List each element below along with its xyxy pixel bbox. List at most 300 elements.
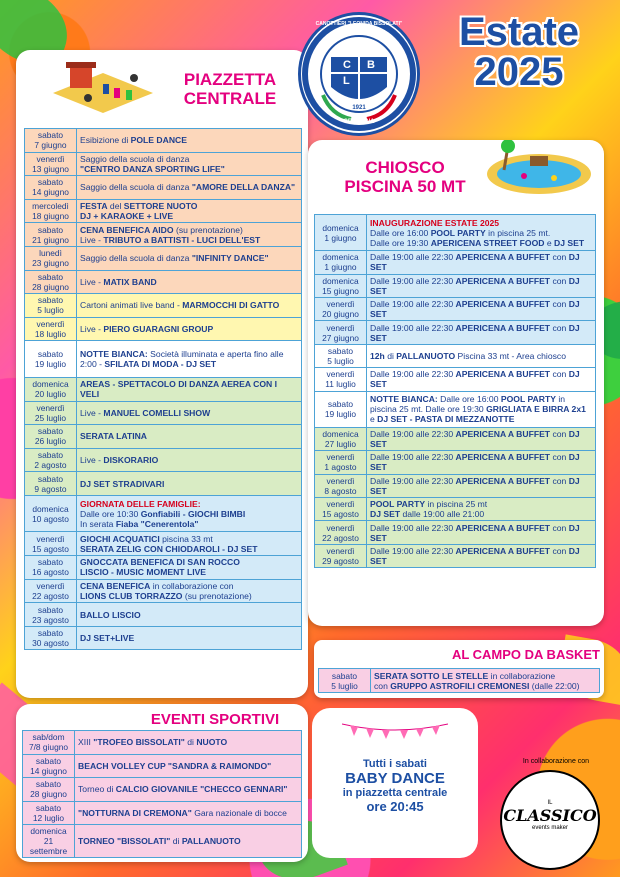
event-text: in piscina 25 mt. xyxy=(485,227,551,238)
event-day: 21 settembre xyxy=(29,836,68,856)
event-description xyxy=(77,603,302,627)
event-description xyxy=(77,294,302,318)
event-highlight: BEACH VOLLEY CUP "SANDRA & RAIMONDO" xyxy=(78,760,272,771)
event-highlight: APERICENA A BUFFET xyxy=(455,369,551,380)
event-description xyxy=(77,223,302,247)
event-text: (su prenotazione) xyxy=(182,590,252,601)
event-row xyxy=(25,270,302,294)
event-highlight: APERICENA A BUFFET xyxy=(455,299,551,310)
event-row xyxy=(25,626,302,650)
event-day: 28 giugno xyxy=(32,281,69,292)
event-weekday: venerdì xyxy=(326,546,355,557)
event-description xyxy=(75,754,302,778)
event-weekday: sabato xyxy=(37,473,64,484)
event-weekday: sabato xyxy=(37,295,64,306)
event-text: Società illuminata e aperta fino alle 2:00 - xyxy=(80,349,284,370)
event-row xyxy=(315,298,596,321)
event-highlight: DJ SET xyxy=(370,509,401,520)
event-description xyxy=(75,801,302,825)
logo-year: 1921 xyxy=(352,105,366,111)
event-description xyxy=(367,427,596,450)
event-text: Live - xyxy=(80,234,104,245)
baby-dance-line4: ore 20:45 xyxy=(366,799,424,814)
event-day: 23 agosto xyxy=(32,614,69,625)
sportivi-title: EVENTI SPORTIVI xyxy=(150,711,280,728)
event-date xyxy=(319,669,371,693)
event-day: 10 agosto xyxy=(32,513,69,524)
event-day: 2 agosto xyxy=(34,460,67,470)
event-highlight: POOL PARTY xyxy=(500,394,556,405)
event-highlight: APERICENA STREET FOOD xyxy=(430,237,545,248)
event-highlight: APERICENA A BUFFET xyxy=(455,429,551,440)
event-day: 30 agosto xyxy=(32,638,69,649)
event-day: 20 giugno xyxy=(322,309,359,320)
event-weekday: sabato xyxy=(37,224,64,235)
event-day: 5 luglio xyxy=(37,305,64,316)
event-description xyxy=(77,425,302,449)
event-description xyxy=(77,579,302,603)
event-day: 7 giugno xyxy=(34,140,67,151)
event-row xyxy=(315,451,596,474)
partner-caption: In collaborazione con xyxy=(522,758,590,765)
event-text: Dalle 19:00 alle 22:30 xyxy=(370,546,456,557)
piazzetta-illustration xyxy=(48,48,158,120)
event-row xyxy=(23,778,302,802)
event-highlight: MANUEL COMELLI SHOW xyxy=(103,407,211,418)
event-description xyxy=(77,532,302,556)
event-highlight: LIONS CLUB TORRAZZO xyxy=(80,590,183,601)
event-weekday: sabato xyxy=(331,670,358,681)
event-day: 7/8 giugno xyxy=(28,742,69,753)
event-description xyxy=(77,129,302,153)
event-date xyxy=(23,801,75,825)
event-text: (dalle 22:00) xyxy=(529,680,580,691)
event-weekday: domenica xyxy=(322,275,359,286)
event-date xyxy=(25,152,77,176)
event-text: Live - xyxy=(80,407,104,418)
event-day: 13 giugno xyxy=(32,163,69,174)
event-row xyxy=(23,754,302,778)
event-date xyxy=(25,294,77,318)
event-row xyxy=(25,129,302,153)
event-date xyxy=(25,532,77,556)
event-weekday: sabato xyxy=(37,426,64,437)
event-day: 27 giugno xyxy=(322,332,359,343)
event-highlight: GNOCCATA BENEFICA DI SAN ROCCO xyxy=(80,557,240,568)
event-weekday: sabato xyxy=(37,271,64,282)
event-row xyxy=(315,368,596,391)
event-text: Dalle 19:00 alle 22:30 xyxy=(370,252,456,263)
event-text: con xyxy=(550,369,569,380)
event-text: (su prenotazione) xyxy=(173,224,243,235)
event-highlight: GRUPPO ASTROFILI CREMONESI xyxy=(390,680,530,691)
event-text: Torneo di xyxy=(78,784,116,795)
event-day: 1 agosto xyxy=(324,462,357,473)
piazzetta-title: PIAZZETTA CENTRALE xyxy=(183,70,277,108)
event-highlight: MARMOCCHI DI GATTO xyxy=(182,300,280,311)
partner-logo-name: CLASSICO xyxy=(503,806,597,825)
event-highlight: GRIGLIATA E BIRRA 2x1 xyxy=(486,404,586,415)
event-date xyxy=(25,603,77,627)
event-highlight: NOTTE BIANCA: xyxy=(370,394,438,405)
event-highlight: CENA BENEFICA xyxy=(80,580,151,591)
event-highlight: FESTA xyxy=(80,201,108,212)
event-text: piscina 33 mt xyxy=(159,533,213,544)
event-description xyxy=(77,472,302,496)
event-row xyxy=(315,427,596,450)
event-day: 22 agosto xyxy=(32,590,69,601)
event-date xyxy=(315,215,367,251)
event-date xyxy=(25,176,77,200)
event-day: 8 agosto xyxy=(324,485,357,496)
event-highlight: DJ SET xyxy=(370,475,580,496)
event-text: Live - xyxy=(80,455,104,465)
event-row xyxy=(25,294,302,318)
event-text: Dalle ore 16:00 xyxy=(370,227,431,238)
event-date xyxy=(315,544,367,567)
event-day: 5 luglio xyxy=(327,356,354,367)
event-row xyxy=(315,344,596,367)
event-row xyxy=(25,152,302,176)
event-text: del xyxy=(107,201,124,212)
event-row xyxy=(315,274,596,297)
event-highlight: "NOTTURNA DI CREMONA" xyxy=(78,807,192,818)
event-row xyxy=(315,474,596,497)
event-text: con xyxy=(550,275,569,286)
event-text: Dalle 19:00 alle 22:30 xyxy=(370,452,456,463)
event-day: 22 agosto xyxy=(322,532,359,543)
event-text: Dalle 19:00 alle 22:30 xyxy=(370,299,456,310)
event-date xyxy=(315,251,367,274)
event-day: 21 giugno xyxy=(32,234,69,245)
event-text: Dalle ore 10:30 xyxy=(80,508,141,519)
chiosco-table xyxy=(314,214,596,568)
event-description xyxy=(367,451,596,474)
event-weekday: domenica xyxy=(32,503,69,514)
event-row xyxy=(25,246,302,270)
event-date xyxy=(315,498,367,521)
event-text: con xyxy=(550,252,569,263)
event-weekday: sabato xyxy=(35,779,62,790)
event-date xyxy=(25,425,77,449)
event-date xyxy=(315,427,367,450)
event-description xyxy=(367,521,596,544)
event-description xyxy=(367,368,596,391)
event-highlight: GIOCHI ACQUATICI xyxy=(80,533,160,544)
event-description xyxy=(367,251,596,274)
baby-dance-card xyxy=(312,708,478,858)
event-date xyxy=(25,626,77,650)
event-row xyxy=(25,199,302,223)
event-highlight: DJ SET xyxy=(370,252,580,273)
logo-city: CREMONA xyxy=(343,119,375,125)
event-date xyxy=(25,223,77,247)
event-row xyxy=(25,223,302,247)
event-day: 27 luglio xyxy=(324,439,357,450)
event-date xyxy=(25,129,77,153)
event-date xyxy=(315,521,367,544)
event-text: Gara nazionale di bocce xyxy=(191,807,287,818)
event-highlight: PIERO GUARAGNI GROUP xyxy=(103,324,214,335)
event-highlight: APERICENA A BUFFET xyxy=(455,452,551,463)
event-text: dalle 19:00 alle 21:00 xyxy=(400,509,485,520)
event-highlight: APERICENA A BUFFET xyxy=(455,322,551,333)
event-weekday: sabato xyxy=(37,130,64,141)
event-weekday: domenica xyxy=(30,826,67,836)
logo-letter: L xyxy=(343,75,350,87)
event-day: 14 giugno xyxy=(30,765,67,776)
event-date xyxy=(23,754,75,778)
event-row xyxy=(25,472,302,496)
event-weekday: venerdì xyxy=(326,499,355,510)
event-day: 19 luglio xyxy=(34,359,67,370)
event-text: Saggio della scuola di danza xyxy=(80,153,190,164)
logo-letter: C xyxy=(343,59,351,71)
basket-title: AL CAMPO DA BASKET xyxy=(451,647,600,662)
event-date xyxy=(315,274,367,297)
event-row xyxy=(319,669,600,693)
event-day: 12 luglio xyxy=(32,812,65,823)
event-text: Dalle ore 16:00 xyxy=(437,394,501,405)
event-description xyxy=(367,274,596,297)
event-weekday: sabato xyxy=(37,349,64,360)
event-highlight: DJ SET xyxy=(370,429,580,450)
partner-logo-small: IL xyxy=(547,800,553,806)
event-date xyxy=(315,368,367,391)
event-date xyxy=(25,579,77,603)
event-date xyxy=(315,474,367,497)
event-description xyxy=(75,778,302,802)
event-weekday: venerdì xyxy=(36,402,65,413)
sportivi-table xyxy=(22,730,302,858)
event-row xyxy=(25,448,302,472)
event-text: Dalle 19:00 alle 22:30 xyxy=(370,322,456,333)
event-highlight: CENA BENEFICA AIDO xyxy=(80,224,174,235)
event-date xyxy=(315,344,367,367)
event-date xyxy=(25,495,77,532)
event-day: 9 agosto xyxy=(34,483,67,494)
event-text: Saggio della scuola di danza xyxy=(80,253,192,264)
event-description xyxy=(367,474,596,497)
event-highlight: "TROFEO BISSOLATI" xyxy=(93,737,185,748)
event-description xyxy=(371,669,600,693)
event-description xyxy=(367,321,596,344)
event-description xyxy=(367,391,596,427)
event-row xyxy=(25,495,302,532)
basket-table xyxy=(318,668,600,693)
event-row xyxy=(315,544,596,567)
event-description xyxy=(367,544,596,567)
event-text: con xyxy=(550,452,569,463)
event-highlight: Gonfiabili - GIOCHI BIMBI xyxy=(140,508,246,519)
event-text: Dalle 19:00 alle 22:30 xyxy=(370,475,456,486)
event-highlight: SETTORE NUOTO xyxy=(123,201,198,212)
event-description xyxy=(77,377,302,401)
event-text: Live - xyxy=(80,276,104,287)
event-text: Dalle 19:00 alle 22:30 xyxy=(370,369,456,380)
event-date xyxy=(25,556,77,580)
event-weekday: sabato xyxy=(35,755,62,766)
event-row xyxy=(25,556,302,580)
event-day: 20 luglio xyxy=(34,389,67,400)
event-row xyxy=(23,825,302,858)
event-text: di xyxy=(184,737,197,748)
event-text: Dalle 19:00 alle 22:30 xyxy=(370,522,456,533)
event-highlight: POLE DANCE xyxy=(130,135,187,146)
event-highlight: NOTTE BIANCA: xyxy=(80,349,148,360)
event-day: 18 giugno xyxy=(32,211,69,222)
event-highlight: DJ SET xyxy=(370,322,580,343)
event-highlight: APERICENA A BUFFET xyxy=(455,546,551,557)
event-text: in piscina 25 mt xyxy=(425,499,488,510)
event-highlight: DJ + KARAOKE + LIVE xyxy=(80,211,174,222)
event-highlight: APERICENA A BUFFET xyxy=(455,475,551,486)
event-date xyxy=(23,731,75,755)
event-weekday: sabato xyxy=(37,557,64,568)
event-date xyxy=(25,270,77,294)
event-highlight: DISKORARIO xyxy=(103,455,159,465)
event-weekday: venerdì xyxy=(326,452,355,463)
event-highlight: SERATA ZELIG CON CHIODAROLI - DJ SET xyxy=(80,543,258,554)
event-description xyxy=(77,199,302,223)
event-date xyxy=(25,377,77,401)
event-day: 19 luglio xyxy=(324,409,357,420)
event-row xyxy=(25,401,302,425)
event-highlight: 12h xyxy=(370,351,385,362)
event-text: con xyxy=(550,475,569,486)
baby-dance-line1: Tutti i sabati xyxy=(363,758,427,770)
event-date xyxy=(315,391,367,427)
event-weekday: venerdì xyxy=(36,153,65,164)
event-date xyxy=(23,778,75,802)
event-text: di xyxy=(384,351,397,362)
event-highlight: POOL PARTY xyxy=(370,499,426,510)
event-row xyxy=(315,251,596,274)
event-highlight: SERATA LATINA xyxy=(80,431,147,442)
event-text: Esibizione di xyxy=(80,135,131,146)
event-text: Saggio della scuola di danza xyxy=(80,182,192,193)
event-day: 29 agosto xyxy=(322,556,359,567)
logo-letter: B xyxy=(367,59,375,71)
event-text: in collaborazione con xyxy=(150,580,234,591)
event-highlight: DJ SET+LIVE xyxy=(80,633,135,644)
pool-illustration xyxy=(484,140,594,198)
event-highlight: Fiaba "Cenerentola" xyxy=(115,518,199,529)
event-row xyxy=(25,341,302,378)
event-description xyxy=(77,270,302,294)
event-highlight: CALCIO GIOVANILE "CHECCO GENNARI" xyxy=(115,784,288,795)
event-text: Cartoni animati live band - xyxy=(80,300,183,311)
event-row xyxy=(25,425,302,449)
event-highlight: TRIBUTO a BATTISTI - LUCI DELL'EST xyxy=(103,234,261,245)
event-date xyxy=(315,298,367,321)
event-weekday: venerdì xyxy=(326,369,355,380)
event-highlight: BALLO LISCIO xyxy=(80,609,141,620)
event-text: in piscina 25 mt. Dalle ore 19:30 xyxy=(370,394,566,415)
event-weekday: sabato xyxy=(37,604,64,615)
event-highlight: NUOTO xyxy=(196,737,228,748)
event-text: con xyxy=(550,546,569,557)
event-description xyxy=(367,498,596,521)
partner-logo-subtitle: events maker xyxy=(531,825,568,831)
event-day: 16 agosto xyxy=(32,567,69,578)
event-row xyxy=(25,579,302,603)
event-day: 1 giugno xyxy=(324,262,357,273)
event-date xyxy=(25,317,77,341)
event-weekday: sabato xyxy=(37,177,64,188)
event-day: 18 luglio xyxy=(34,329,67,340)
event-weekday: venerdì xyxy=(36,319,65,330)
event-highlight: APERICENA A BUFFET xyxy=(455,275,551,286)
event-text: con xyxy=(550,429,569,440)
event-row xyxy=(315,215,596,251)
event-date xyxy=(25,448,77,472)
logo-text-top: CANOTTIERI "LEONIDA BISSOLATI" xyxy=(315,21,403,27)
event-headline: INAUGURAZIONE ESTATE 2025 xyxy=(370,217,500,228)
event-text: In serata xyxy=(80,518,116,529)
event-text: Piscina 33 mt - Area chiosco xyxy=(455,351,566,362)
event-day: 5 luglio xyxy=(331,680,358,691)
event-date xyxy=(315,321,367,344)
event-day: 15 agosto xyxy=(322,509,359,520)
event-weekday: sabato xyxy=(327,346,354,357)
event-weekday: sabato xyxy=(327,399,354,410)
event-text: e xyxy=(370,414,378,425)
event-description xyxy=(77,495,302,532)
event-highlight: DJ SET xyxy=(370,522,580,543)
event-description xyxy=(77,401,302,425)
event-date xyxy=(25,246,77,270)
event-description xyxy=(77,341,302,378)
event-highlight: PALLANUOTO xyxy=(181,836,241,846)
event-description xyxy=(77,317,302,341)
event-highlight: "CENTRO DANZA SPORTING LIFE" xyxy=(80,163,225,174)
event-highlight: AREAS - SPETTACOLO DI DANZA AEREA CON I VELI xyxy=(80,379,278,400)
event-day: 14 giugno xyxy=(32,187,69,198)
event-date xyxy=(315,451,367,474)
event-highlight: PALLANUOTO xyxy=(396,351,456,362)
event-weekday: sabato xyxy=(37,628,64,639)
event-weekday: venerdì xyxy=(36,580,65,591)
event-text: in collaborazione xyxy=(488,670,556,681)
event-weekday: lunedì xyxy=(39,248,62,259)
event-highlight: SFILATA DI MODA - DJ SET xyxy=(104,359,217,370)
event-day: 15 giugno xyxy=(322,285,359,296)
event-highlight: LISCIO - MUSIC MOMENT LIVE xyxy=(80,567,207,578)
event-highlight: TORNEO "BISSOLATI" xyxy=(78,836,171,846)
event-date xyxy=(23,825,75,858)
event-text: di xyxy=(170,836,182,846)
event-weekday: venerdì xyxy=(36,533,65,544)
event-highlight: DJ SET xyxy=(370,369,580,390)
event-text: con xyxy=(550,322,569,333)
event-description xyxy=(367,215,596,251)
event-weekday: venerdì xyxy=(326,299,355,310)
event-text: e xyxy=(544,237,555,248)
event-row xyxy=(25,603,302,627)
event-weekday: sabato xyxy=(37,450,64,460)
event-description xyxy=(77,152,302,176)
event-row xyxy=(315,391,596,427)
piazzetta-table xyxy=(24,128,302,650)
event-description xyxy=(367,344,596,367)
chiosco-title: CHIOSCO PISCINA 50 MT xyxy=(344,158,466,196)
event-row xyxy=(315,498,596,521)
event-weekday: sabato xyxy=(35,802,62,813)
event-headline: GIORNATA DELLE FAMIGLIE: xyxy=(80,498,201,509)
event-text: Dalle 19:00 alle 22:30 xyxy=(370,275,456,286)
event-highlight: "INFINITY DANCE" xyxy=(191,253,269,264)
